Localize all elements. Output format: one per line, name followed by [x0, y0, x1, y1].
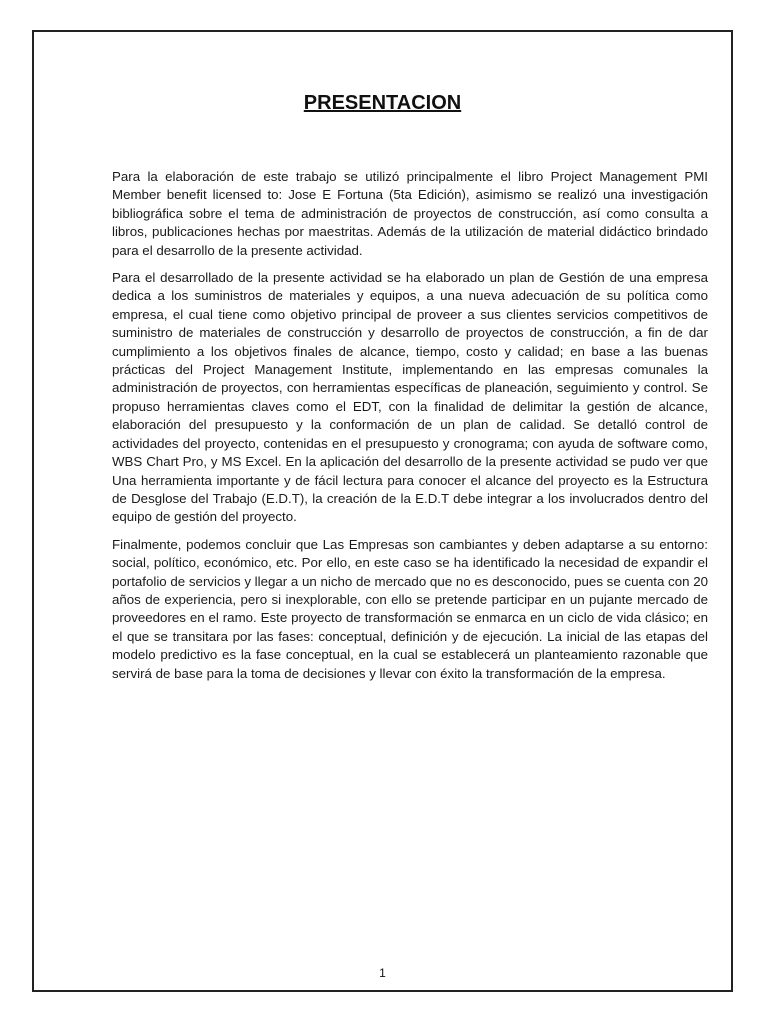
- page-number: 1: [379, 966, 386, 980]
- paragraph-sources: Para la elaboración de este trabajo se utilizó principalmente el libro Project Management PMI Member benefit licensed to: Jose E Fortuna (5ta Edición), asimismo se realizó una investigación bibliográfica sobre el tema de administración de proyectos de construcción, así como consulta a libros, publicaciones hechas por maestritas. Además de la utilización de material didáctico brindado para el desarrollo de la presente actividad.: [112, 169, 708, 258]
- page-frame: [32, 30, 733, 992]
- body-text: [112, 168, 708, 692]
- paragraph-development: Para el desarrollado de la presente actividad se ha elaborado un plan de Gestión de una empresa dedica a los suministros de materiales y equipos, a una nueva adecuación de su política como empresa, el cual tiene como objetivo principal de proveer a sus clientes servicios competitivos de suministro de materiales de construcción y desarrollo de proyectos de construcción, a fin de dar cumplimiento a los objetivos finales de alcance, tiempo, costo y calidad; en base a las buenas prácticas del Project Management Institute, implementando en las empresas comunales la administración de proyectos, con herramientas específicas de planeación, seguimiento y control. Se propuso herramientas claves como el EDT, con la finalidad de delimitar la gestión de alcance, elaboración del presupuesto y la conformación de un plan de calidad. Se detalló control de actividades del proyecto, contenidas en el presupuesto y cronograma; con ayuda de software como, WBS Chart Pro, y MS Excel. En la aplicación del desarrollo de la presente actividad se pudo ver que Una herramienta importante y de fácil lectura para conocer el alcance del proyecto es la Estructura de Desglose del Trabajo (E.D.T), la creación de la E.D.T debe integrar a los involucrados dentro del equipo de gestión del proyecto.: [112, 270, 708, 525]
- paragraph-conclusion: Finalmente, podemos concluir que Las Empresas son cambiantes y deben adaptarse a su entorno: social, político, económico, etc. Por ello, en este caso se ha identificado la necesidad de expandir el portafolio de servicios y llegar a un nicho de mercado que no es desconocido, pues se cuenta con 20 años de experiencia, pero si inexplorable, con ello se pretende participar en un pujante mercado de proveedores en el ramo. Este proyecto de transformación se enmarca en un ciclo de vida clásico; en el que se transitara por las fases: conceptual, definición y de ejecución. La inicial de las etapas del modelo predictivo es la fase conceptual, en la cual se establecerá un planteamiento razonable que servirá de base para la toma de decisiones y llevar con éxito la transformación de la empresa.: [112, 536, 708, 681]
- page-title: PRESENTACION: [303, 92, 462, 114]
